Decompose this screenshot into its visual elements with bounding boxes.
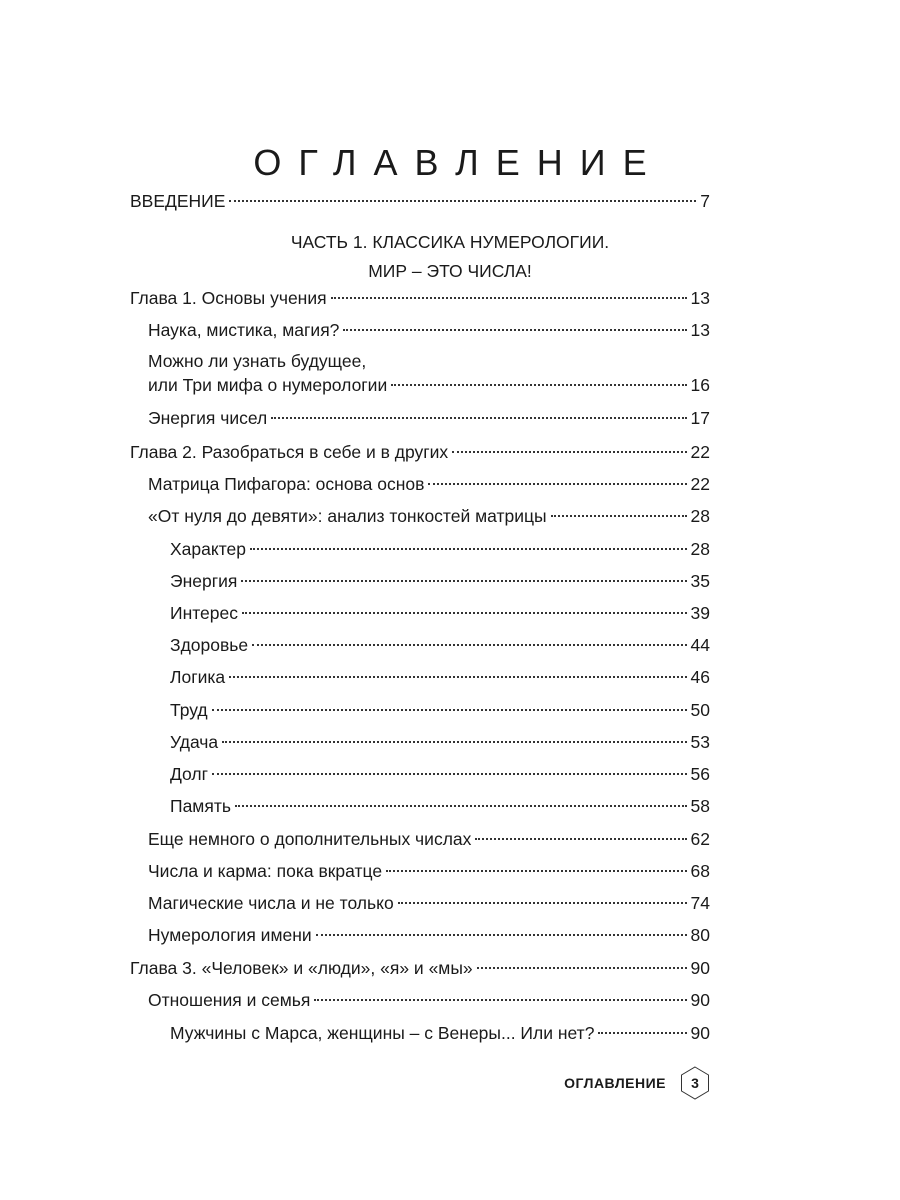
dot-leader xyxy=(314,998,686,1001)
toc-entry-intro[interactable] xyxy=(130,189,710,213)
toc-entry-title: Удача xyxy=(170,732,219,752)
toc-entry[interactable] xyxy=(170,762,710,786)
toc-entry-title: Интерес xyxy=(170,603,239,623)
dot-leader xyxy=(252,643,686,646)
dot-leader xyxy=(398,901,687,904)
dot-leader xyxy=(212,708,687,711)
toc-entry-page: 46 xyxy=(690,667,710,687)
dot-leader xyxy=(229,199,696,202)
toc-entry-title: Нумерология имени xyxy=(148,925,312,945)
toc-entry-page: 62 xyxy=(690,829,710,849)
dot-leader xyxy=(343,328,686,331)
dot-leader xyxy=(477,966,687,969)
toc-entry-title: Энергия чисел xyxy=(148,408,268,428)
toc-entry[interactable] xyxy=(148,827,710,851)
toc-entry[interactable] xyxy=(170,698,710,722)
dot-leader xyxy=(235,804,687,807)
toc-entry-chapter[interactable] xyxy=(130,956,710,980)
dot-leader xyxy=(241,579,686,582)
toc-entry[interactable] xyxy=(170,794,710,818)
toc-entry-page: 74 xyxy=(690,893,710,913)
toc-entry[interactable] xyxy=(148,349,710,397)
toc-entry-title: ВВЕДЕНИЕ xyxy=(130,191,226,211)
toc-entry-chapter[interactable] xyxy=(130,440,710,464)
toc-entry[interactable] xyxy=(170,601,710,625)
toc-entry[interactable] xyxy=(170,633,710,657)
toc-entry-title: Глава 3. «Человек» и «люди», «я» и «мы» xyxy=(130,958,473,978)
toc-entry[interactable] xyxy=(170,665,710,689)
toc-entry-page: 17 xyxy=(690,408,710,428)
toc-entry-page: 68 xyxy=(690,861,710,881)
dot-leader xyxy=(452,450,686,453)
toc-entry[interactable] xyxy=(148,504,710,528)
toc-entry-title: «От нуля до девяти»: анализ тонкостей матрицы xyxy=(148,506,547,526)
dot-leader xyxy=(391,383,686,386)
toc-entry-title: Энергия xyxy=(170,571,238,591)
toc-entry-page: 22 xyxy=(690,474,710,494)
toc-entry-title: Еще немного о дополнительных числах xyxy=(148,829,472,849)
dot-leader xyxy=(242,611,687,614)
toc-entry-title: Можно ли узнать будущее, xyxy=(148,351,367,371)
page-number: 3 xyxy=(691,1075,699,1091)
toc-entry-title: Мужчины с Марса, женщины – с Венеры... Или нет? xyxy=(170,1023,595,1043)
toc-entry[interactable] xyxy=(148,891,710,915)
dot-leader xyxy=(229,675,686,678)
running-footer-title: ОГЛАВЛЕНИЕ xyxy=(564,1075,666,1091)
dot-leader xyxy=(428,482,686,485)
toc-entry-page: 39 xyxy=(690,603,710,623)
toc-entry[interactable] xyxy=(170,730,710,754)
toc-entry[interactable] xyxy=(148,859,710,883)
page-footer xyxy=(564,1066,710,1100)
toc-entry-page: 7 xyxy=(700,191,710,211)
toc-entry-page: 50 xyxy=(690,700,710,720)
dot-leader xyxy=(222,740,686,743)
toc-entry-page: 53 xyxy=(690,732,710,752)
toc-entry-title: Память xyxy=(170,796,231,816)
dot-leader xyxy=(271,416,686,419)
toc-entry-chapter[interactable] xyxy=(130,286,710,310)
toc-entry-page: 35 xyxy=(690,571,710,591)
toc-entry-title: Здоровье xyxy=(170,635,249,655)
toc-entry-page: 90 xyxy=(690,958,710,978)
toc-entry[interactable] xyxy=(148,988,710,1012)
dot-leader xyxy=(331,296,687,299)
toc-entry-page: 22 xyxy=(690,442,710,462)
dot-leader xyxy=(475,837,686,840)
dot-leader xyxy=(250,547,687,550)
toc-entry-page: 44 xyxy=(690,635,710,655)
part-heading-line1: ЧАСТЬ 1. КЛАССИКА НУМЕРОЛОГИИ. xyxy=(290,232,610,252)
toc-entry-title: Глава 1. Основы учения xyxy=(130,288,327,308)
toc-entry-page: 90 xyxy=(690,1023,710,1043)
toc-entry[interactable] xyxy=(170,569,710,593)
toc-entry-title: Логика xyxy=(170,667,226,687)
toc-entry-title: Наука, мистика, магия? xyxy=(148,320,340,340)
dot-leader xyxy=(551,514,687,517)
part-heading xyxy=(0,228,900,286)
toc-entry[interactable] xyxy=(148,923,710,947)
dot-leader xyxy=(316,933,687,936)
toc-entry-page: 16 xyxy=(690,375,710,395)
toc-entry-title: Магические числа и не только xyxy=(148,893,394,913)
toc-entry-page: 13 xyxy=(690,288,710,308)
toc-entry[interactable] xyxy=(148,318,710,342)
page-number-badge xyxy=(680,1066,710,1100)
toc-entry-title: Отношения и семья xyxy=(148,990,311,1010)
toc-entry[interactable] xyxy=(170,537,710,561)
dot-leader xyxy=(212,772,687,775)
toc-entry-page: 80 xyxy=(690,925,710,945)
dot-leader xyxy=(386,869,686,872)
dot-leader xyxy=(598,1031,686,1034)
toc-entry-title-continued: или Три мифа о нумерологии xyxy=(148,375,388,395)
toc-entry-page: 28 xyxy=(690,539,710,559)
toc-entry-title: Долг xyxy=(170,764,208,784)
toc-entry-title: Труд xyxy=(170,700,208,720)
toc-entry-page: 56 xyxy=(690,764,710,784)
toc-entry[interactable] xyxy=(148,472,710,496)
toc-entry-title: Числа и карма: пока вкратце xyxy=(148,861,383,881)
toc-entry[interactable] xyxy=(170,1021,710,1045)
page-title: ОГЛАВЛЕНИЕ xyxy=(253,142,664,184)
toc-entry-page: 90 xyxy=(690,990,710,1010)
part-heading-line2: МИР – ЭТО ЧИСЛА! xyxy=(368,261,532,281)
toc-entry-title: Характер xyxy=(170,539,247,559)
toc-entry-title: Глава 2. Разобраться в себе и в других xyxy=(130,442,449,462)
toc-entry-title: Матрица Пифагора: основа основ xyxy=(148,474,425,494)
toc-entry-page: 58 xyxy=(690,796,710,816)
toc-entry-page: 13 xyxy=(690,320,710,340)
toc-entry[interactable] xyxy=(148,406,710,430)
toc-entry-page: 28 xyxy=(690,506,710,526)
